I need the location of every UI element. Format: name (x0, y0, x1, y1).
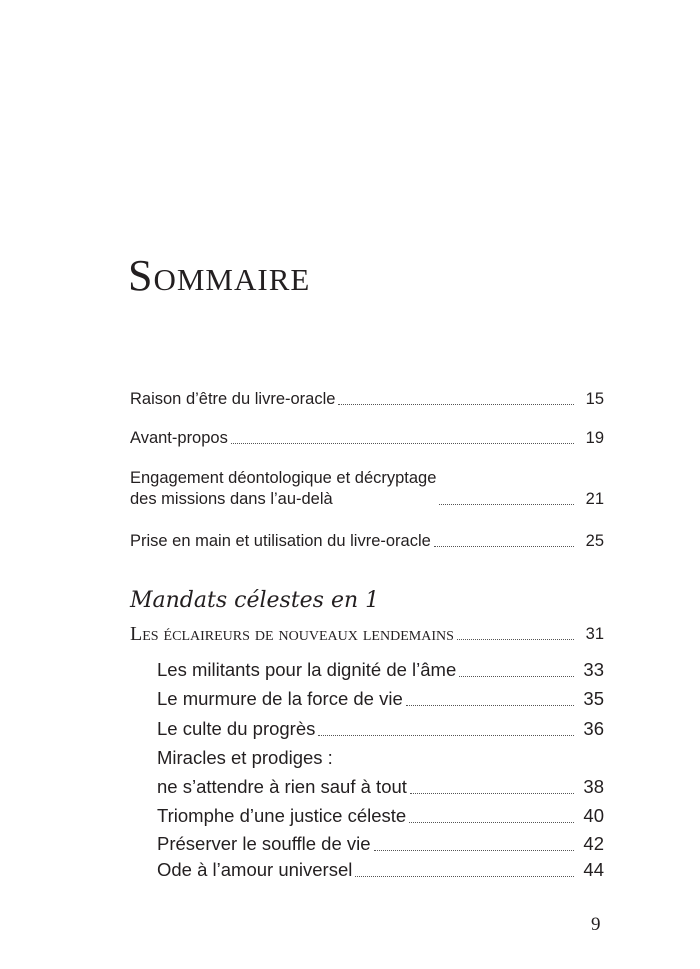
entry-text: Avant-propos (130, 429, 228, 447)
dot-leader (318, 735, 574, 736)
entry-line: des missions dans l’au-delà (130, 490, 333, 508)
dot-leader (406, 705, 574, 706)
page-number: 9 (591, 914, 601, 935)
entry-page: 44 (583, 859, 604, 880)
dot-leader (459, 676, 574, 677)
toc-entry (130, 531, 604, 552)
entry-text: Raison d’être du livre-oracle (130, 390, 336, 408)
entry-text (130, 468, 436, 510)
dot-leader (410, 793, 574, 794)
section-title: Mandats célestes en 1 (130, 588, 380, 613)
entry-page: 36 (583, 718, 604, 739)
entry-text: Les militants pour la dignité de l’âme (157, 659, 457, 680)
toc-subentry (157, 858, 604, 882)
entry-page: 42 (583, 833, 604, 854)
dot-leader (338, 404, 574, 405)
toc-entry (130, 389, 604, 410)
entry-text: Triomphe d’une justice céleste (157, 805, 407, 826)
entry-text: Prise en main et utilisation du livre-oracle (130, 532, 431, 550)
entry-page: 19 (585, 429, 604, 447)
dot-leader (231, 443, 574, 444)
chapter-entry (130, 624, 604, 645)
page-title: Sommaire (128, 251, 311, 300)
toc-subentry (157, 717, 604, 741)
dot-leader (457, 639, 574, 640)
chapter-text: Les éclaireurs de nouveaux lendemains (130, 623, 454, 645)
entry-text: Le murmure de la force de vie (157, 688, 403, 709)
toc-subentry (157, 658, 604, 682)
entry-text: Le culte du progrès (157, 718, 316, 739)
toc-subentry (157, 832, 604, 856)
entry-page: 38 (583, 776, 604, 797)
entry-page: 40 (583, 805, 604, 826)
toc-subentry (157, 687, 604, 711)
toc-subentry (157, 746, 604, 799)
entry-text (157, 746, 407, 799)
entry-line: Miracles et prodiges : (157, 747, 333, 768)
entry-page: 35 (583, 688, 604, 709)
toc-entry (130, 468, 604, 510)
entry-page: 33 (583, 659, 604, 680)
entry-page: 21 (585, 490, 604, 508)
entry-line: ne s’attendre à rien sauf à tout (157, 776, 407, 797)
dot-leader (434, 546, 574, 547)
toc-entry (130, 428, 604, 449)
dot-leader (374, 850, 574, 851)
entry-text: Préserver le souffle de vie (157, 833, 371, 854)
dot-leader (409, 822, 574, 823)
dot-leader (355, 876, 574, 877)
entry-text: Ode à l’amour universel (157, 859, 353, 880)
dot-leader (439, 504, 574, 505)
toc-subentry (157, 804, 604, 828)
entry-line: Engagement déontologique et décryptage (130, 469, 437, 487)
entry-page: 15 (585, 390, 604, 408)
entry-page: 25 (585, 532, 604, 550)
entry-page: 31 (585, 625, 604, 643)
